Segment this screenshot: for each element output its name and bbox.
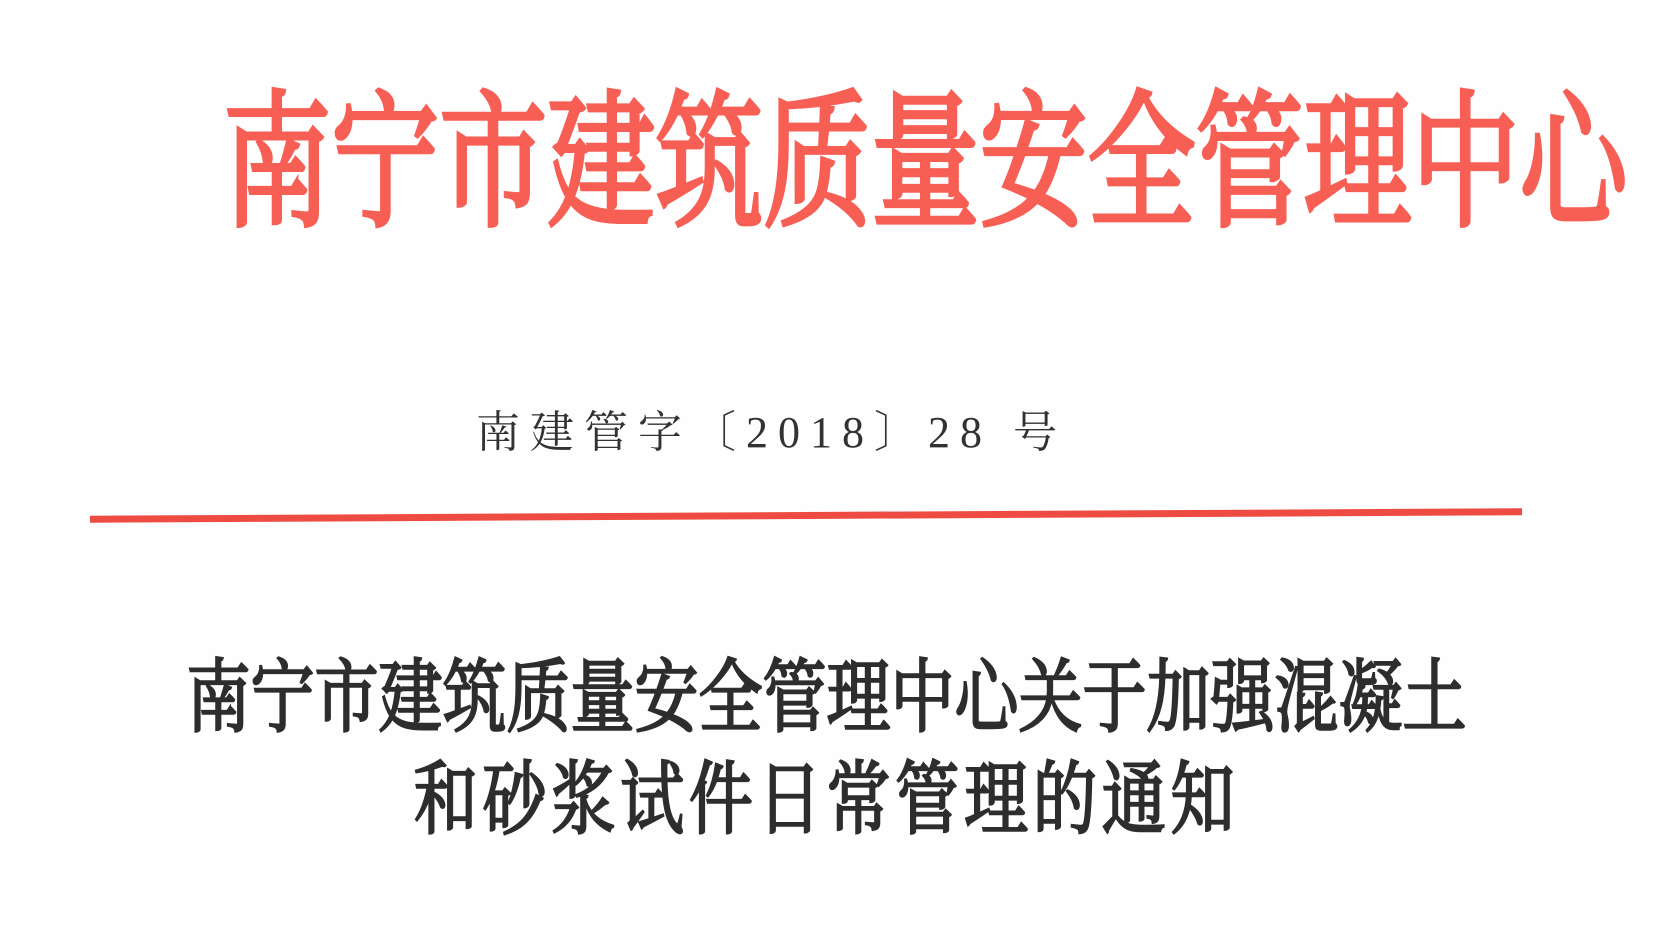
red-divider-line	[90, 508, 1522, 522]
document-title-line-1: 南宁市建筑质量安全管理中心关于加强混凝土	[186, 655, 1467, 743]
document-title	[165, 648, 1487, 852]
document-number: 南建管字〔2018〕28 号	[476, 408, 1067, 457]
document-title-line-2: 和砂浆试件日常管理的通知	[413, 757, 1240, 845]
agency-masthead: 南宁市建筑质量安全管理中心	[223, 83, 1628, 247]
